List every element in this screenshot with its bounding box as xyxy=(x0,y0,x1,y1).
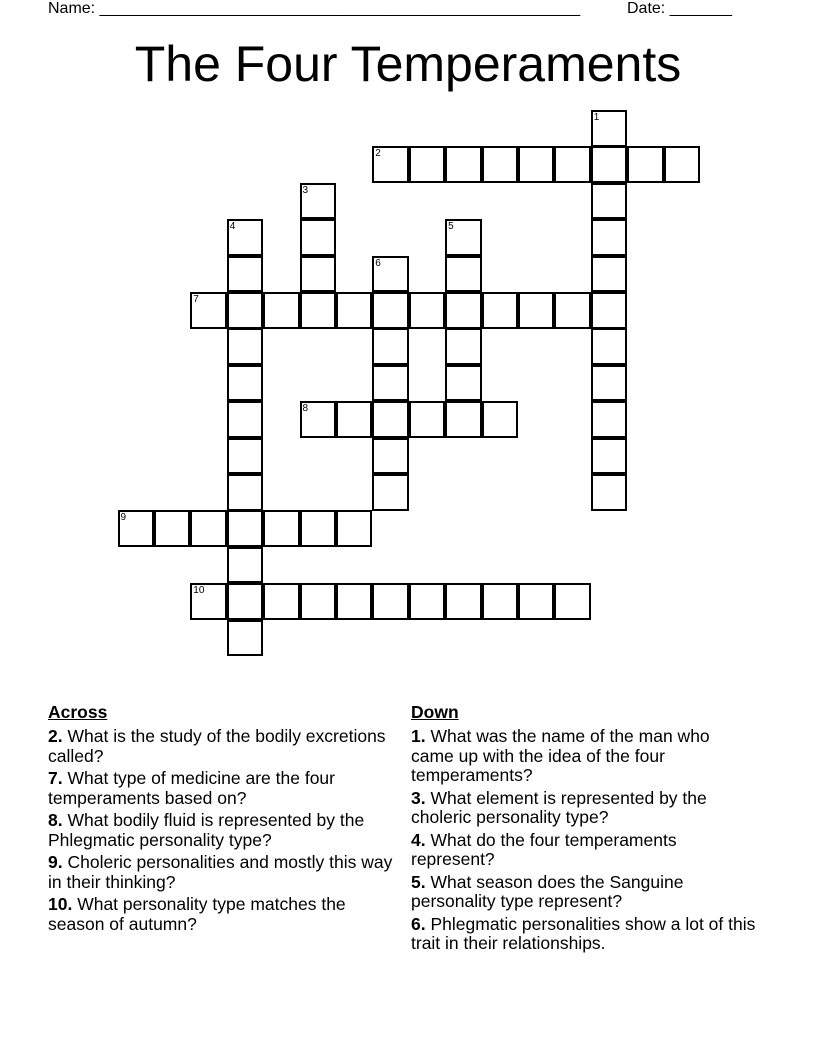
date-line: Date: _______ xyxy=(627,0,732,17)
crossword-cell[interactable] xyxy=(263,510,300,547)
crossword-cell[interactable] xyxy=(372,328,409,365)
clue-number: 1. xyxy=(411,726,426,746)
crossword-cell[interactable] xyxy=(591,183,628,220)
crossword-cell[interactable] xyxy=(227,365,264,402)
crossword-cell[interactable] xyxy=(554,292,591,329)
crossword-cell[interactable] xyxy=(445,328,482,365)
crossword-cell[interactable] xyxy=(227,256,264,293)
clue-text: What do the four temperaments represent? xyxy=(411,829,677,869)
crossword-cell[interactable] xyxy=(336,583,373,620)
clue-number: 10. xyxy=(48,894,73,914)
clue-text: What season does the Sanguine personality type represent? xyxy=(411,871,684,911)
crossword-cell[interactable] xyxy=(263,292,300,329)
cell-number: 5 xyxy=(448,221,454,233)
crossword-cell[interactable] xyxy=(591,474,628,511)
crossword-cell[interactable] xyxy=(372,365,409,402)
across-heading: Across xyxy=(48,702,108,722)
crossword-cell[interactable] xyxy=(409,583,446,620)
crossword-cell[interactable] xyxy=(591,292,628,329)
crossword-cell[interactable] xyxy=(518,292,555,329)
crossword-cell[interactable] xyxy=(227,401,264,438)
crossword-cell[interactable] xyxy=(482,583,519,620)
crossword-cell[interactable] xyxy=(227,547,264,584)
clue-text: What element is represented by the choleric personality type? xyxy=(411,787,707,827)
crossword-cell[interactable] xyxy=(372,401,409,438)
page-title: The Four Temperaments xyxy=(134,36,682,92)
down-clue-5 xyxy=(411,873,756,912)
cell-number: 10 xyxy=(193,585,205,597)
crossword-cell[interactable] xyxy=(300,256,337,293)
crossword-cell[interactable] xyxy=(227,438,264,475)
across-clues xyxy=(48,702,393,937)
crossword-cell[interactable] xyxy=(300,510,337,547)
crossword-cell[interactable] xyxy=(372,438,409,475)
crossword-cell[interactable] xyxy=(263,583,300,620)
crossword-cell[interactable] xyxy=(591,438,628,475)
crossword-cell[interactable] xyxy=(190,583,227,620)
down-heading: Down xyxy=(411,702,459,722)
crossword-cell[interactable] xyxy=(591,219,628,256)
crossword-cell[interactable] xyxy=(591,110,628,147)
across-clue-2 xyxy=(48,727,393,766)
down-clue-4 xyxy=(411,831,756,870)
crossword-cell[interactable] xyxy=(445,219,482,256)
down-clue-3 xyxy=(411,789,756,828)
name-line: Name: ______________________________________________________ xyxy=(48,0,581,17)
crossword-cell[interactable] xyxy=(445,146,482,183)
across-clue-7 xyxy=(48,769,393,808)
cell-number: 9 xyxy=(120,512,127,524)
clue-text: What was the name of the man who came up with the idea of the four temperaments? xyxy=(411,726,710,785)
clue-number: 9. xyxy=(48,852,63,872)
crossword-cell[interactable] xyxy=(227,620,264,657)
crossword-cell[interactable] xyxy=(591,365,628,402)
crossword-cell[interactable] xyxy=(482,146,519,183)
crossword-cell[interactable] xyxy=(118,510,155,547)
crossword-cell[interactable] xyxy=(445,256,482,293)
clue-text: What bodily fluid is represented by the Phlegmatic personality type? xyxy=(48,810,365,850)
clue-number: 3. xyxy=(411,787,426,808)
crossword-cell[interactable] xyxy=(372,146,409,183)
down-clue-6 xyxy=(411,915,756,954)
crossword-cell[interactable] xyxy=(227,510,264,547)
across-clue-9 xyxy=(48,853,393,892)
crossword-cell[interactable] xyxy=(336,510,373,547)
crossword-cell[interactable] xyxy=(482,292,519,329)
crossword-cell[interactable] xyxy=(300,401,337,438)
clue-number: 8. xyxy=(48,810,63,830)
crossword-cell[interactable] xyxy=(154,510,191,547)
clue-number: 2. xyxy=(48,726,63,746)
crossword-cell[interactable] xyxy=(482,401,519,438)
crossword-cell[interactable] xyxy=(300,219,337,256)
clue-text: Choleric personalities and mostly this way in their thinking? xyxy=(48,852,393,892)
crossword-cell[interactable] xyxy=(445,292,482,329)
cell-number: 7 xyxy=(193,294,199,305)
crossword-cell[interactable] xyxy=(554,146,591,183)
crossword-cell[interactable] xyxy=(409,292,446,329)
crossword-cell[interactable] xyxy=(591,401,628,438)
crossword-cell[interactable] xyxy=(372,256,409,293)
crossword-cell[interactable] xyxy=(227,219,264,256)
crossword-cell[interactable] xyxy=(627,146,664,183)
down-clue-1 xyxy=(411,727,756,786)
crossword-cell[interactable] xyxy=(554,583,591,620)
crossword-cell[interactable] xyxy=(336,401,373,438)
crossword-cell[interactable] xyxy=(227,474,264,511)
crossword-cell[interactable] xyxy=(372,474,409,511)
crossword-cell[interactable] xyxy=(372,583,409,620)
across-clue-10 xyxy=(48,895,393,934)
crossword-cell[interactable] xyxy=(190,292,227,329)
clue-number: 6. xyxy=(411,913,426,934)
down-clues xyxy=(411,702,756,957)
across-clue-8 xyxy=(48,811,393,850)
crossword-cell[interactable] xyxy=(664,146,701,183)
crossword-cell[interactable] xyxy=(300,292,337,329)
crossword-cell[interactable] xyxy=(227,583,264,620)
cell-number: 4 xyxy=(229,221,236,233)
cell-number: 2 xyxy=(375,148,381,160)
crossword-cell[interactable] xyxy=(445,365,482,402)
crossword-cell[interactable] xyxy=(591,146,628,183)
clue-text: What is the study of the bodily excretions called? xyxy=(48,726,386,766)
crossword-cell[interactable] xyxy=(227,328,264,365)
clue-number: 4. xyxy=(411,829,426,850)
crossword-cell[interactable] xyxy=(445,583,482,620)
cell-number: 1 xyxy=(593,112,600,123)
crossword-cell[interactable] xyxy=(300,583,337,620)
crossword-cell[interactable] xyxy=(591,256,628,293)
crossword-cell[interactable] xyxy=(518,583,555,620)
clue-text: What type of medicine are the four temperaments based on? xyxy=(48,768,335,808)
clue-text: Phlegmatic personalities show a lot of this trait in their relationships. xyxy=(411,913,756,953)
crossword-cell[interactable] xyxy=(336,292,373,329)
crossword-cell[interactable] xyxy=(300,183,337,220)
crossword-cell[interactable] xyxy=(190,510,227,547)
crossword-cell[interactable] xyxy=(445,401,482,438)
crossword-cell[interactable] xyxy=(227,292,264,329)
clue-number: 7. xyxy=(48,768,63,788)
crossword-cell[interactable] xyxy=(591,328,628,365)
crossword-cell[interactable] xyxy=(372,292,409,329)
crossword-cell[interactable] xyxy=(409,146,446,183)
crossword-cell[interactable] xyxy=(409,401,446,438)
cell-number: 6 xyxy=(375,257,381,269)
cell-number: 3 xyxy=(302,184,309,196)
crossword-cell[interactable] xyxy=(518,146,555,183)
cell-number: 8 xyxy=(302,403,309,415)
clue-text: What personality type matches the season of autumn? xyxy=(48,894,346,934)
clue-number: 5. xyxy=(411,871,426,892)
